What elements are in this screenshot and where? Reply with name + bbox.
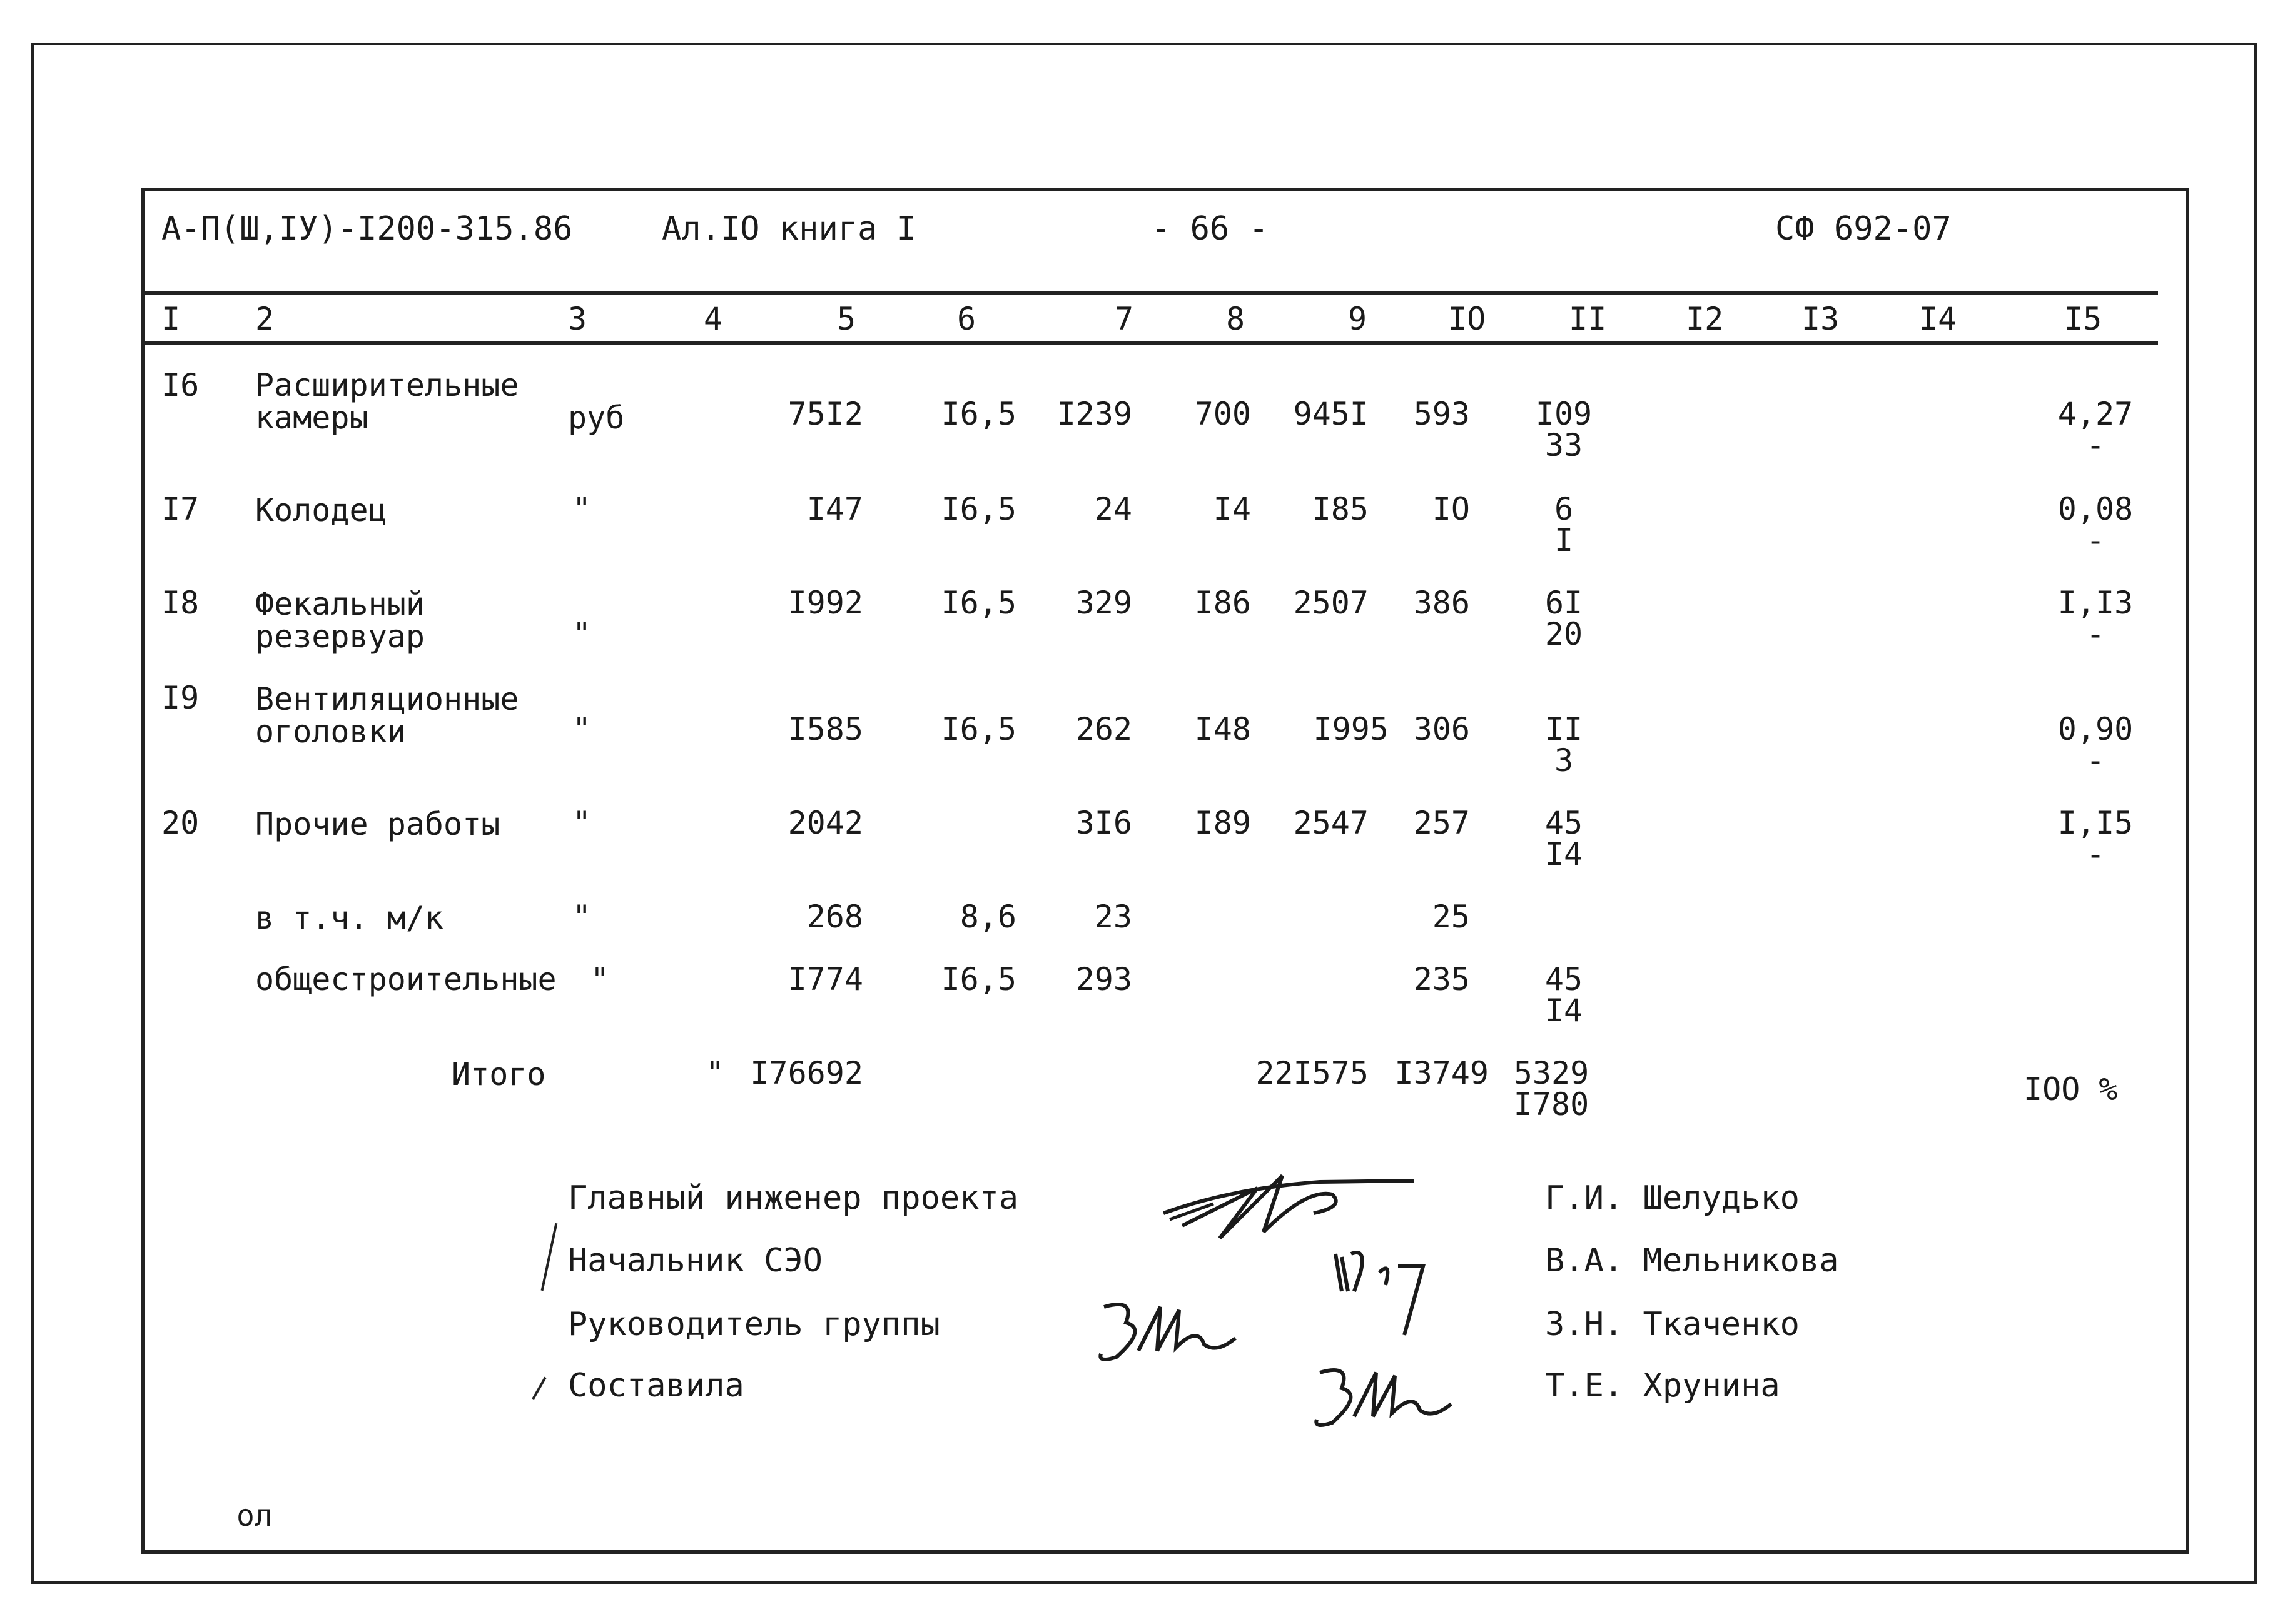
row-col7: 3I6 — [1075, 805, 1132, 841]
column-header-10: IO — [1448, 301, 1486, 337]
column-header-8: 8 — [1226, 301, 1245, 337]
row-col15-top: 0,08 — [2057, 491, 2134, 527]
signature-head-seo — [1323, 1241, 1448, 1341]
column-header-4: 4 — [704, 301, 723, 337]
row-unit: руб — [568, 400, 625, 436]
row-number: I7 — [161, 491, 200, 527]
page-number: - 66 - — [1151, 210, 1269, 248]
row-col10: 235 — [1413, 961, 1470, 997]
row-unit: " — [590, 961, 610, 997]
column-header-3: 3 — [568, 301, 587, 337]
signature-role: Руководитель группы — [568, 1306, 940, 1343]
row-col5: I585 — [788, 711, 863, 747]
row-name-line1: в т.ч. м/к — [255, 900, 444, 936]
row-col11-bottom: 20 — [1544, 616, 1583, 652]
row-col5: I47 — [806, 491, 863, 527]
row-col7: 262 — [1075, 711, 1132, 747]
column-header-1: I — [161, 301, 181, 337]
column-header-6: 6 — [957, 301, 976, 337]
row-col15-top: I,I3 — [2057, 585, 2134, 621]
row-col9: I995 — [1313, 711, 1389, 747]
column-header-2: 2 — [255, 301, 275, 337]
row-col5: 2042 — [788, 805, 863, 841]
total-col11-bottom: I780 — [1513, 1086, 1589, 1122]
row-col11-bottom: I — [1554, 522, 1574, 558]
total-col10: I3749 — [1394, 1055, 1489, 1091]
signature-role: Начальник СЭО — [568, 1242, 823, 1279]
total-col11-top: 5329 — [1513, 1055, 1589, 1091]
album-label: Ал.IO книга I — [662, 210, 916, 248]
row-name-line1: Расширительные — [255, 367, 519, 403]
row-number: I8 — [161, 585, 200, 621]
row-col11-bottom: 33 — [1544, 427, 1583, 463]
row-col11-top: 45 — [1544, 805, 1583, 841]
row-col5: 268 — [806, 899, 863, 935]
column-header-11: II — [1569, 301, 1607, 337]
row-col10: 25 — [1432, 899, 1470, 935]
row-col11-top: II — [1544, 711, 1583, 747]
row-col7: I239 — [1056, 396, 1132, 432]
sheet-code: СФ 692-07 — [1775, 210, 1952, 248]
row-col8: 700 — [1194, 396, 1251, 432]
row-col15-top: I,I5 — [2057, 805, 2134, 841]
row-name-line1: Прочие работы — [255, 806, 500, 842]
header-bottom-rule — [145, 341, 2158, 345]
row-col7: 293 — [1075, 961, 1132, 997]
row-col8: I48 — [1194, 711, 1251, 747]
total-label: Итого — [452, 1056, 546, 1092]
column-header-15: I5 — [2064, 301, 2102, 337]
header-top-rule — [145, 291, 2158, 295]
row-col9: 2547 — [1293, 805, 1369, 841]
row-name-line1: общестроительные — [255, 961, 557, 997]
signature-role: Составила — [568, 1367, 744, 1405]
row-col15-bottom: - — [2085, 522, 2105, 558]
row-col11-top: 6I — [1544, 585, 1583, 621]
column-header-14: I4 — [1919, 301, 1957, 337]
row-unit: " — [572, 491, 592, 527]
row-col6: 8,6 — [960, 899, 1016, 935]
row-col8: I86 — [1194, 585, 1251, 621]
row-col15-top: 4,27 — [2057, 396, 2134, 432]
row-name-line1: Фекальный — [255, 586, 425, 622]
column-header-13: I3 — [1801, 301, 1840, 337]
row-name-line1: Колодец — [255, 492, 387, 528]
total-col15: IOO % — [2024, 1071, 2118, 1107]
row-unit: " — [572, 805, 592, 841]
row-col15-bottom: - — [2085, 836, 2105, 872]
row-col5: 75I2 — [788, 396, 863, 432]
row-name-line1: Вентиляционные — [255, 681, 519, 717]
row-col10: 306 — [1413, 711, 1470, 747]
row-col11-top: 6 — [1554, 491, 1574, 527]
total-unit: " — [706, 1055, 725, 1091]
row-col9: I85 — [1312, 491, 1369, 527]
column-header-9: 9 — [1348, 301, 1367, 337]
row-col7: 329 — [1075, 585, 1132, 621]
row-col15-top: 0,90 — [2057, 711, 2134, 747]
row-name-line2: оголовки — [255, 714, 406, 750]
row-col11-bottom: I4 — [1544, 836, 1583, 872]
row-col10: 257 — [1413, 805, 1470, 841]
row-col7: 23 — [1094, 899, 1132, 935]
signature-group-leader — [1092, 1294, 1242, 1369]
signature-name: З.Н. Ткаченко — [1545, 1306, 1800, 1343]
row-col5: I774 — [788, 961, 863, 997]
total-col9: 22I575 — [1255, 1055, 1369, 1091]
signature-name: Т.Е. Хрунина — [1545, 1367, 1780, 1405]
row-col11-bottom: 3 — [1554, 742, 1574, 779]
row-number: I9 — [161, 680, 200, 716]
row-col8: I4 — [1213, 491, 1251, 527]
row-col9: 945I — [1293, 396, 1369, 432]
row-unit: " — [572, 711, 592, 747]
row-col8: I89 — [1194, 805, 1251, 841]
row-col6: I6,5 — [941, 711, 1016, 747]
column-header-7: 7 — [1115, 301, 1134, 337]
row-unit: " — [572, 899, 592, 935]
row-col15-bottom: - — [2085, 427, 2105, 463]
row-col15-bottom: - — [2085, 742, 2105, 779]
column-header-5: 5 — [837, 301, 856, 337]
signature-name: В.А. Мельникова — [1545, 1242, 1839, 1279]
row-number: I6 — [161, 367, 200, 403]
row-col6: I6,5 — [941, 585, 1016, 621]
row-col11-top: I09 — [1535, 396, 1593, 432]
row-unit: " — [572, 616, 592, 652]
row-col9: 2507 — [1293, 585, 1369, 621]
row-col10: 386 — [1413, 585, 1470, 621]
signature-compiler — [1307, 1360, 1457, 1435]
row-col10: 593 — [1413, 396, 1470, 432]
row-col11-top: 45 — [1544, 961, 1583, 997]
column-header-12: I2 — [1686, 301, 1724, 337]
row-col6: I6,5 — [941, 396, 1016, 432]
row-col6: I6,5 — [941, 961, 1016, 997]
total-col5: I76692 — [750, 1055, 863, 1091]
row-col7: 24 — [1094, 491, 1132, 527]
row-name-line2: резервуар — [255, 618, 425, 655]
row-col11-bottom: I4 — [1544, 992, 1583, 1029]
row-name-line2: камеры — [255, 400, 368, 436]
row-col15-bottom: - — [2085, 616, 2105, 652]
signature-name: Г.И. Шелудько — [1545, 1179, 1800, 1217]
footer-mark: ол — [236, 1498, 273, 1533]
signature-chief-engineer — [1157, 1151, 1420, 1244]
signature-role: Главный инженер проекта — [568, 1179, 1019, 1217]
row-col10: IO — [1432, 491, 1470, 527]
document-code: А-П(Ш,IУ)-I200-315.86 — [161, 210, 573, 248]
row-col5: I992 — [788, 585, 863, 621]
row-number: 20 — [161, 805, 200, 841]
row-col6: I6,5 — [941, 491, 1016, 527]
